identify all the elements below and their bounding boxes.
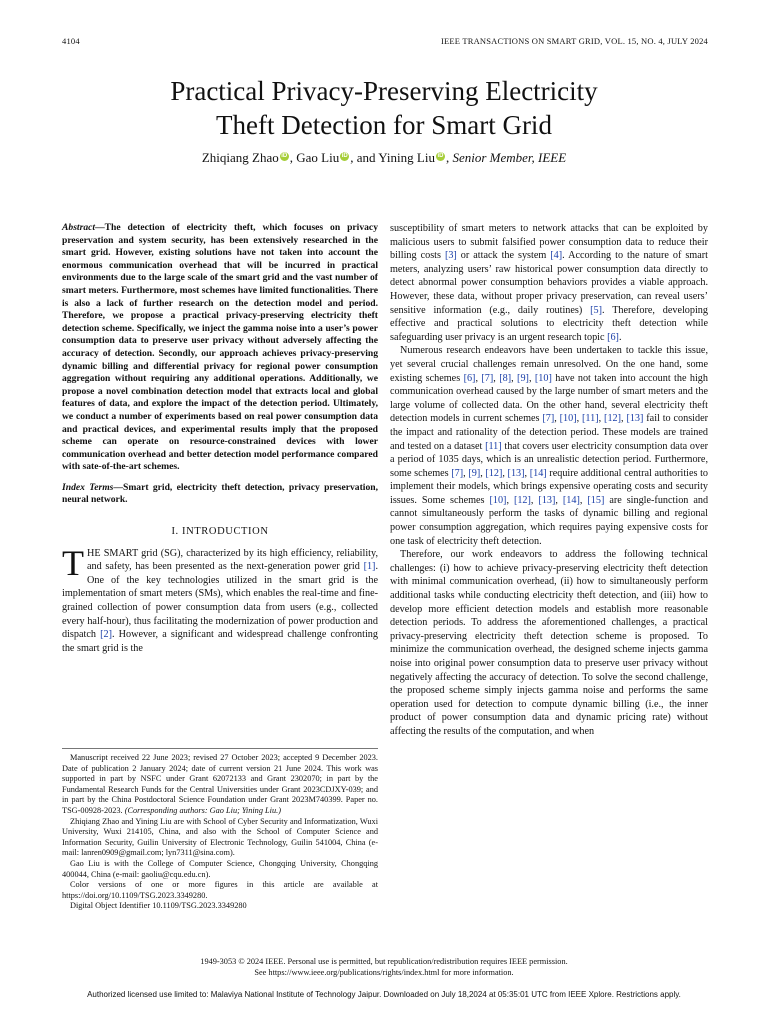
paragraph-1: susceptibility of smart meters to network attacks that can be exploited by malicious users to submit falsified power consumption data to reduce their billing costs [3] or attack the system [4]. According to the nature of smart meters, analyzing users’ raw historical power consumption data directly to detect abnormal power consumption behaviors provides a viable approach. However, these data, without proper privacy preservation, can reveal users’ sensitive information (e.g., daily routines) [5]. Therefore, developing effective and practical solutions to electricity theft detection while safeguarding user privacy is an urgent research topic [6]. [390, 223, 708, 343]
right-column [390, 222, 708, 739]
citation-link[interactable]: [8] [499, 372, 512, 384]
copyright-notice [0, 956, 768, 978]
copyright-line-1: 1949-3053 © 2024 IEEE. Personal use is permitted, but republication/redistribution requires IEEE permission. [200, 957, 568, 966]
index-terms-label: Index Terms [62, 481, 114, 493]
citation-link[interactable]: [6] [463, 372, 476, 384]
citation-link[interactable]: [2] [100, 629, 112, 641]
license-banner: Authorized licensed use limited to: Malaviya National Institute of Technology Jaipur. Downloaded on July 18,2024 at 05:35:01 UTC from IEEE Xplore. Restrictions apply. [87, 990, 681, 999]
author-role: Senior Member, IEEE [452, 150, 567, 165]
citation-link[interactable]: [11] [582, 413, 599, 425]
footnote-manuscript-text: Manuscript received 22 June 2023; revised 27 October 2023; accepted 9 December 2023. Date of publication 2 January 2024; date of current version 21 June 2024. This work was supported in part by NSFC under Grant 62072133 and Grant 2302070; in part by the Fundamental Research Funds for the Central Universities under Grant 2023CDJXY-039; and in part by the China Postdoctoral Science Foundation under Grant 2023M740399. Paper no. TSG-00928-2023. [62, 753, 378, 815]
citation-link[interactable]: [10] [489, 494, 507, 506]
citation-link[interactable]: [13] [538, 494, 556, 506]
citation-link[interactable]: [7] [542, 413, 555, 425]
author-1: Zhiqiang Zhao [201, 150, 279, 165]
title-line-2: Theft Detection for Smart Grid [216, 110, 552, 140]
abstract-text: —The detection of electricity theft, which focuses on privacy preservation and system security, has been extensively researched in the smart grid. However, existing solutions have not taken into account the enormous communication overhead that will be incurred in practical environments due to the large scale of the smart grid and the vast number of smart meters. Furthermore, most schemes have limited functionalities. There is also a lack of further research on the detection model and period. Therefore, we propose a practical privacy-preserving electricity theft detection scheme. Specifically, we inject the gamma noise into a user’s power consumption data to preserve user privacy without adversely affecting the accuracy of detection. Secondly, our approach achieves privacy-preserving dynamic billing and differential privacy for regional power consumption aggregation without requiring any additional operations. Additionally, we propose a novel combination detection model that extracts local and global features of data, and explore the impact of the detection period. Ultimately, we conduct a number of experiments based on real power consumption data and practical devices, and experimental results imply that the proposed scheme can operate on resource-constrained devices with lower communication overhead and better detection model performance compared with sate-of-the-art schemes. [62, 222, 378, 473]
citation-link[interactable]: [6] [607, 331, 619, 343]
citation-link[interactable]: [11] [485, 440, 502, 452]
orcid-icon[interactable]: iD [437, 152, 444, 159]
section-heading: I. INTRODUCTION [171, 526, 269, 538]
author-2: Gao Liu [296, 150, 340, 165]
orcid-icon[interactable]: iD [341, 152, 348, 159]
citation-link[interactable]: [5] [590, 304, 603, 316]
author-3: and Yining Liu [356, 150, 435, 165]
citation-link[interactable]: [13] [507, 467, 525, 479]
orcid-icon[interactable]: iD [281, 152, 288, 159]
citation-link[interactable]: [15] [587, 494, 605, 506]
intro-text: HE SMART grid (SG), characterized by its high efficiency, reliability, and safety, has been presented as the next-generation power grid [1]. One of the key technologies utilized in the smart grid is the implementation of smart meters (SMs), which enables the real-time and fine-grained collection of power consumption data from users (e.g., collected every half-hour), thus facilitating the modernization of power production and dispatch [2]. However, a significant and widespread challenge confronting the smart grid is the [62, 547, 378, 654]
footnote-manuscript [62, 753, 378, 817]
citation-link[interactable]: [7] [451, 467, 464, 479]
journal-header: IEEE TRANSACTIONS ON SMART GRID, VOL. 15, NO. 4, JULY 2024 [440, 36, 708, 46]
paragraph-3: Therefore, our work endeavors to address the following technical challenges: (i) how to achieve privacy-preserving electricity theft detection with minimal communication overhead, (ii) how to simultaneously perform additional tasks while conducting electricity theft detection, and (iii) how to develop more efficient detection models and establish more reasonable detection periods. To address the aforementioned challenges, a practical privacy-preserving electricity theft detection scheme is proposed. To minimize the communication overhead, the designed scheme injects gamma noise into original power consumption data to preserve user privacy without negatively affecting the accuracy of detection. To solve the second challenge, the proposed scheme simply injects gamma noise and performs the same operation used for detection to compute dynamic billing (i.e., the inner product of power consumption data and dynamic pricing rate) without affecting the results of the computation, and when [390, 549, 708, 737]
left-column [62, 222, 378, 655]
citation-link[interactable]: [12] [513, 494, 531, 506]
footnote-doi: Digital Object Identifier 10.1109/TSG.2023.3349280 [70, 901, 247, 911]
abstract-label: Abstract [62, 222, 96, 233]
corresponding-authors: (Corresponding authors: Gao Liu; Yining Liu.) [124, 805, 281, 815]
footnote-affiliation-2: Gao Liu is with the College of Computer Science, Chongqing University, Chongqing 400044, China (e-mail: gaoliu@cqu.edu.cn). [62, 858, 378, 879]
index-terms-text: —Smart grid, electricity theft detection, privacy preservation, neural network. [62, 481, 378, 506]
citation-link[interactable]: [10] [534, 372, 552, 384]
citation-link[interactable]: [7] [481, 372, 494, 384]
title-line-1: Practical Privacy-Preserving Electricity [170, 76, 598, 106]
page-number: 4104 [62, 36, 80, 46]
footnote-affiliation-1: Zhiqiang Zhao and Yining Liu are with School of Cyber Security and Informatization, Wuxi University, Wuxi 214105, China, and also with the School of Computer Science and Information Security, Guilin University of Electronic Technology, Guilin 541004, China (e-mail: lanren0909@gmail.com; lyn7311@sina.com). [62, 816, 378, 858]
citation-link[interactable]: [10] [559, 413, 577, 425]
index-terms [62, 482, 378, 507]
intro-paragraph [62, 542, 378, 656]
citation-link[interactable]: [9] [468, 467, 481, 479]
drop-cap: T [62, 542, 84, 583]
abstract [62, 222, 378, 474]
copyright-line-2[interactable]: See https://www.ieee.org/publications/rights/index.html for more information. [254, 968, 514, 977]
citation-link[interactable]: [1] [363, 561, 376, 573]
paper-title [0, 74, 768, 142]
citation-link[interactable]: [14] [562, 494, 580, 506]
citation-link[interactable]: [4] [550, 250, 563, 262]
footnotes [62, 748, 378, 912]
footnote-color-versions[interactable]: Color versions of one or more figures in this article are available at https://doi.org/10.1109/TSG.2023.3349280. [62, 880, 378, 900]
citation-link[interactable]: [9] [517, 372, 529, 384]
citation-link[interactable]: [12] [604, 413, 622, 425]
citation-link[interactable]: [3] [444, 250, 457, 262]
citation-link[interactable]: [14] [529, 467, 547, 479]
paragraph-2: Numerous research endeavors have been undertaken to tackle this issue, yet several crucial challenges remain unresolved. On the one hand, some existing schemes [6], [7], [8], [9], [10] have not taken into account the high communication overhead caused by the large number of smart meters and the large volume of collected data. On the other hand, several electricity theft detection models in current schemes [7], [10], [11], [12], [13] fail to consider the impact and rationality of the detection period. These models are trained and tested on a dataset [11] that covers user electricity consumption data over a period of 1035 days, which is an unrealistic detection period. Furthermore, some schemes [7], [9], [12], [13], [14] require additional central authorities to implement their models, which brings expensive operating costs and security issues. Some schemes [10], [12], [13], [14], [15] are single-function and cannot simultaneously perform the tasks of dynamic billing and regional power consumption aggregation, which requires paying expensive costs for one task of electricity theft detection. [390, 345, 709, 547]
citation-link[interactable]: [13] [626, 413, 644, 425]
author-line: Zhiqiang Zhao iD , Gao Liu iD , and Yining Liu iD , Senior Member, IEEE [201, 150, 567, 165]
citation-link[interactable]: [12] [485, 467, 503, 479]
